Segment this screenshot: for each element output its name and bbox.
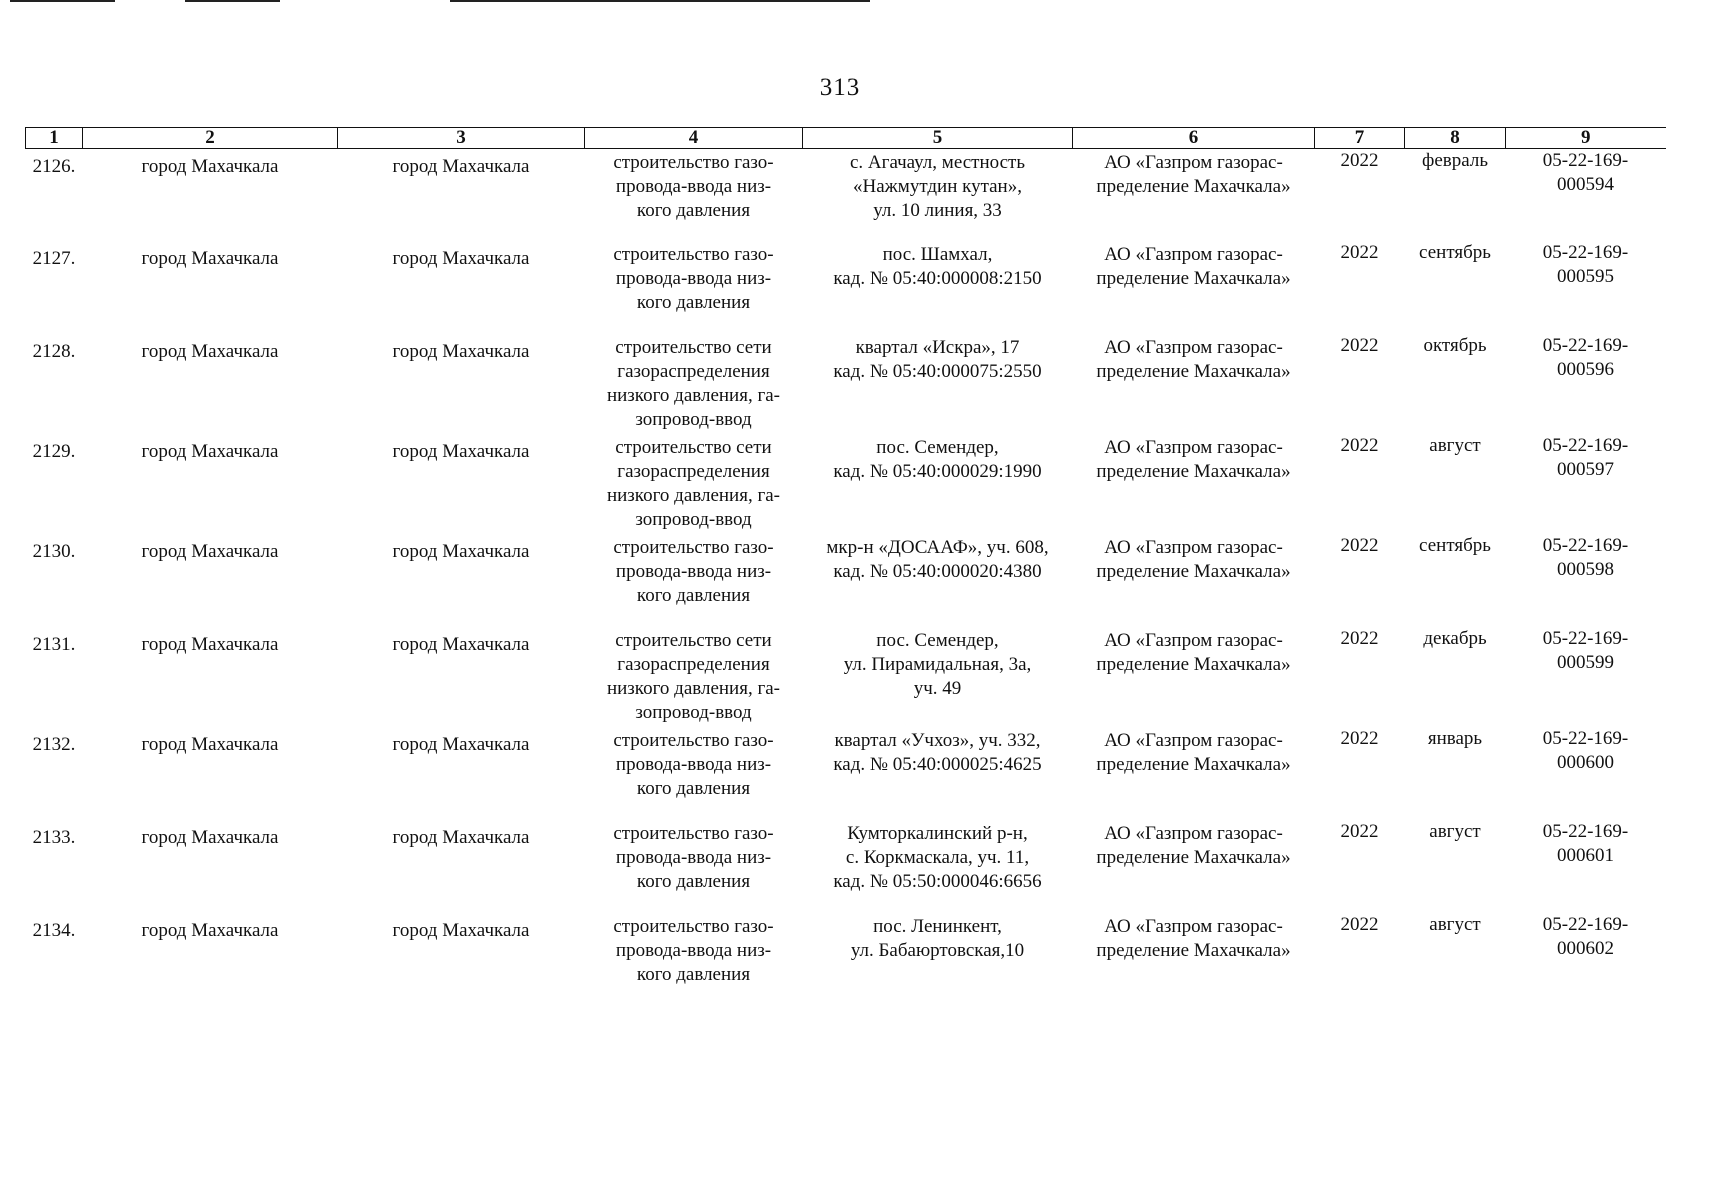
registry-code-line: 05-22-169- (1542, 434, 1629, 456)
registry-code-line: 05-22-169- (1542, 913, 1629, 935)
object-address-line: с. Коркмаскала, уч. 11, (845, 846, 1030, 868)
object-address-line: пос. Ленинкент, (873, 915, 1002, 937)
registry-code (1506, 913, 1666, 993)
object-address-line: кад. № 05:40:000025:4625 (833, 753, 1042, 775)
work-description-line: газораспределения (617, 460, 770, 482)
work-description-line: строительство газо- (613, 536, 774, 558)
row-number: 2127. (32, 247, 76, 269)
row-number: 2128. (32, 340, 76, 362)
year: 2022 (1340, 913, 1379, 935)
object-address-line: пос. Семендер, (876, 629, 999, 651)
year: 2022 (1340, 820, 1379, 842)
col-header-3: 3 (338, 128, 585, 149)
object-address-line: кад. № 05:40:000020:4380 (833, 560, 1042, 582)
object-address-line: ул. Бабаюртовская,10 (850, 939, 1025, 961)
row-number: 2126. (32, 156, 76, 177)
registry-code-line: 000598 (1557, 558, 1614, 580)
work-description (585, 913, 803, 993)
registry-code-line: 05-22-169- (1542, 534, 1629, 556)
registry-code-line: 05-22-169- (1542, 820, 1629, 842)
work-description-line: зопровод-ввод (635, 701, 752, 723)
table-body (26, 149, 1666, 993)
owner-organization-line: пределение Махачкала» (1096, 653, 1291, 675)
object-address-line: пос. Шамхал, (882, 243, 993, 265)
object-address (803, 727, 1073, 820)
owner-organization-line: АО «Газпром газорас- (1104, 243, 1283, 265)
work-description (585, 627, 803, 727)
row-number: 2130. (32, 540, 76, 562)
row-number: 2134. (32, 919, 76, 941)
registry-code (1506, 241, 1666, 334)
object-address (803, 434, 1073, 534)
work-description-line: кого давления (636, 870, 751, 892)
row-number: 2132. (32, 733, 76, 755)
settlement: город Махачкала (392, 247, 530, 269)
settlement: город Махачкала (392, 733, 530, 755)
owner-organization-line: АО «Газпром газорас- (1104, 536, 1283, 558)
work-description-line: строительство газо- (613, 243, 774, 265)
month: октябрь (1423, 334, 1487, 356)
object-address-line: ул. 10 линия, 33 (873, 200, 1002, 221)
table-row (26, 334, 1666, 434)
month: январь (1427, 727, 1483, 749)
municipal-district: город Махачкала (141, 156, 279, 177)
owner-organization (1073, 727, 1315, 820)
table-row (26, 534, 1666, 627)
registry-code (1506, 820, 1666, 913)
work-description-line: низкого давления, га- (606, 677, 781, 699)
registry-code (1506, 627, 1666, 727)
owner-organization (1073, 627, 1315, 727)
owner-organization-line: АО «Газпром газорас- (1104, 629, 1283, 651)
month: август (1429, 434, 1481, 456)
table-row (26, 627, 1666, 727)
registry-code-line: 05-22-169- (1542, 150, 1629, 171)
owner-organization-line: пределение Махачкала» (1096, 560, 1291, 582)
year: 2022 (1340, 627, 1379, 649)
work-description-line: газораспределения (617, 360, 770, 382)
owner-organization-line: пределение Махачкала» (1096, 267, 1291, 289)
registry-code-line: 000595 (1557, 265, 1614, 287)
col-header-5: 5 (803, 128, 1073, 149)
col-header-4: 4 (585, 128, 803, 149)
registry-code-line: 05-22-169- (1542, 334, 1629, 356)
month: февраль (1422, 150, 1488, 171)
year: 2022 (1340, 241, 1379, 263)
work-description-line: кого давления (636, 777, 751, 799)
object-address-line: кад. № 05:40:000029:1990 (833, 460, 1042, 482)
municipal-district: город Махачкала (141, 340, 279, 362)
work-description-line: строительство сети (615, 629, 772, 651)
owner-organization-line: пределение Махачкала» (1096, 939, 1291, 961)
work-description (585, 820, 803, 913)
work-description-line: зопровод-ввод (635, 508, 752, 530)
work-description-line: газораспределения (617, 653, 770, 675)
owner-organization-line: АО «Газпром газорас- (1104, 436, 1283, 458)
settlement: город Махачкала (392, 919, 530, 941)
row-number: 2131. (32, 633, 76, 655)
object-address (803, 149, 1073, 241)
object-address (803, 913, 1073, 993)
work-description-line: строительство газо- (613, 152, 774, 173)
owner-organization (1073, 241, 1315, 334)
scan-edge-line-left (10, 0, 115, 2)
work-description (585, 727, 803, 820)
table-row (26, 241, 1666, 334)
work-description (585, 241, 803, 334)
owner-organization-line: пределение Махачкала» (1096, 460, 1291, 482)
col-header-6: 6 (1073, 128, 1315, 149)
work-description-line: провода-ввода низ- (615, 939, 772, 961)
owner-organization-line: АО «Газпром газорас- (1104, 729, 1283, 751)
row-number: 2129. (32, 440, 76, 462)
registry-code-line: 05-22-169- (1542, 727, 1629, 749)
settlement: город Махачкала (392, 540, 530, 562)
month: август (1429, 913, 1481, 935)
table-row (26, 434, 1666, 534)
work-description-line: кого давления (636, 291, 751, 313)
owner-organization-line: АО «Газпром газорас- (1104, 152, 1283, 173)
owner-organization (1073, 434, 1315, 534)
year: 2022 (1340, 434, 1379, 456)
municipal-district: город Махачкала (141, 540, 279, 562)
work-description-line: провода-ввода низ- (615, 176, 772, 197)
table-row (26, 820, 1666, 913)
scan-edge-line-right (450, 0, 870, 2)
settlement: город Махачкала (392, 340, 530, 362)
table-row (26, 727, 1666, 820)
object-address-line: уч. 49 (913, 677, 962, 699)
object-address-line: мкр-н «ДОСААФ», уч. 608, (826, 536, 1049, 558)
work-description-line: кого давления (636, 584, 751, 606)
registry-code-line: 000600 (1557, 751, 1614, 773)
registry-code (1506, 727, 1666, 820)
month: декабрь (1423, 627, 1487, 649)
object-address-line: квартал «Учхоз», уч. 332, (834, 729, 1041, 751)
work-description-line: низкого давления, га- (606, 384, 781, 406)
row-number: 2133. (32, 826, 76, 848)
settlement: город Махачкала (392, 633, 530, 655)
object-address-line: пос. Семендер, (876, 436, 999, 458)
work-description (585, 534, 803, 627)
gas-pipeline-table (25, 127, 1666, 993)
owner-organization-line: пределение Махачкала» (1096, 753, 1291, 775)
table-row (26, 149, 1666, 241)
table-row (26, 913, 1666, 993)
year: 2022 (1340, 334, 1379, 356)
scan-edge-line-mid (185, 0, 280, 2)
work-description (585, 434, 803, 534)
owner-organization (1073, 913, 1315, 993)
object-address (803, 534, 1073, 627)
work-description-line: кого давления (636, 200, 751, 221)
object-address-line: «Нажмутдин кутан», (853, 176, 1022, 197)
object-address-line: ул. Пирамидальная, 3а, (843, 653, 1032, 675)
owner-organization (1073, 149, 1315, 241)
municipal-district: город Махачкала (141, 633, 279, 655)
object-address (803, 820, 1073, 913)
municipal-district: город Махачкала (141, 826, 279, 848)
municipal-district: город Махачкала (141, 247, 279, 269)
work-description-line: низкого давления, га- (606, 484, 781, 506)
object-address-line: квартал «Искра», 17 (855, 336, 1020, 358)
owner-organization-line: АО «Газпром газорас- (1104, 822, 1283, 844)
municipal-district: город Махачкала (141, 919, 279, 941)
work-description-line: строительство газо- (613, 822, 774, 844)
work-description-line: кого давления (636, 963, 751, 985)
registry-code (1506, 434, 1666, 534)
work-description-line: строительство газо- (613, 729, 774, 751)
object-address (803, 241, 1073, 334)
page-number: 313 (819, 74, 861, 101)
year: 2022 (1340, 150, 1379, 171)
work-description-line: строительство сети (615, 336, 772, 358)
col-header-8: 8 (1405, 128, 1506, 149)
col-header-7: 7 (1315, 128, 1405, 149)
month: сентябрь (1419, 534, 1491, 556)
settlement: город Махачкала (392, 156, 530, 177)
work-description-line: провода-ввода низ- (615, 267, 772, 289)
registry-code-line: 000602 (1557, 937, 1614, 959)
document-table-wrapper (25, 127, 1665, 993)
col-header-1: 1 (26, 128, 83, 149)
column-number-header (26, 128, 1666, 149)
registry-code-line: 000599 (1557, 651, 1614, 673)
municipal-district: город Махачкала (141, 440, 279, 462)
owner-organization-line: АО «Газпром газорас- (1104, 336, 1283, 358)
registry-code-line: 000594 (1557, 174, 1614, 195)
month: август (1429, 820, 1481, 842)
work-description-line: зопровод-ввод (635, 408, 752, 430)
col-header-2: 2 (83, 128, 338, 149)
col-header-9: 9 (1506, 128, 1666, 149)
owner-organization-line: АО «Газпром газорас- (1104, 915, 1283, 937)
registry-code-line: 05-22-169- (1542, 627, 1629, 649)
object-address-line: с. Агачаул, местность (850, 152, 1025, 173)
object-address (803, 627, 1073, 727)
year: 2022 (1340, 727, 1379, 749)
work-description-line: строительство газо- (613, 915, 774, 937)
settlement: город Махачкала (392, 826, 530, 848)
object-address-line: кад. № 05:40:000008:2150 (833, 267, 1042, 289)
registry-code (1506, 149, 1666, 241)
registry-code-line: 000601 (1557, 844, 1614, 866)
work-description (585, 149, 803, 241)
registry-code-line: 000597 (1557, 458, 1614, 480)
work-description-line: провода-ввода низ- (615, 560, 772, 582)
owner-organization (1073, 820, 1315, 913)
work-description (585, 334, 803, 434)
registry-code (1506, 534, 1666, 627)
owner-organization (1073, 534, 1315, 627)
object-address-line: кад. № 05:50:000046:6656 (833, 870, 1042, 892)
owner-organization-line: пределение Махачкала» (1096, 846, 1291, 868)
work-description-line: строительство сети (615, 436, 772, 458)
object-address-line: кад. № 05:40:000075:2550 (833, 360, 1042, 382)
object-address-line: Кумторкалинский р-н, (847, 822, 1028, 844)
owner-organization (1073, 334, 1315, 434)
settlement: город Махачкала (392, 440, 530, 462)
work-description-line: провода-ввода низ- (615, 753, 772, 775)
registry-code-line: 000596 (1557, 358, 1614, 380)
owner-organization-line: пределение Махачкала» (1096, 360, 1291, 382)
work-description-line: провода-ввода низ- (615, 846, 772, 868)
municipal-district: город Махачкала (141, 733, 279, 755)
registry-code (1506, 334, 1666, 434)
month: сентябрь (1419, 241, 1491, 263)
year: 2022 (1340, 534, 1379, 556)
object-address (803, 334, 1073, 434)
owner-organization-line: пределение Махачкала» (1096, 176, 1291, 197)
registry-code-line: 05-22-169- (1542, 241, 1629, 263)
